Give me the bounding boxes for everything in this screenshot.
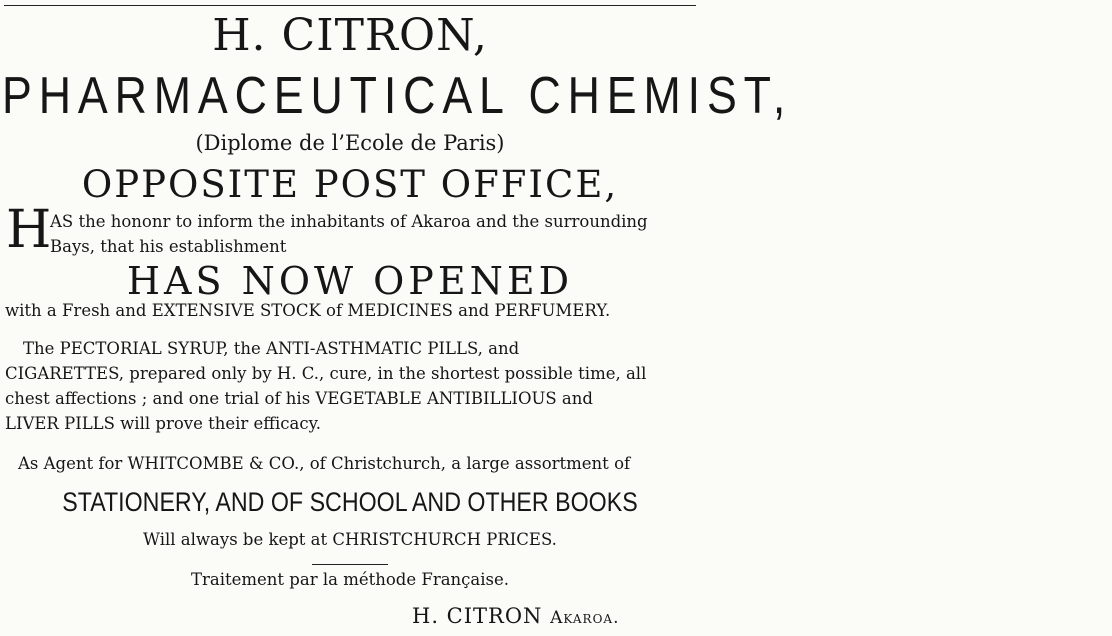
paragraph-line: The PECTORIAL SYRUP, the ANTI-ASTHMATIC PILLS, and bbox=[23, 339, 520, 358]
drop-cap: H bbox=[6, 200, 52, 260]
paragraph-line: CIGARETTES, prepared only by H. C., cure, in the shortest possible time, all bbox=[5, 364, 647, 383]
intro-line-1: AS the hononr to inform the inhabitants of Akaroa and the surrounding bbox=[50, 212, 648, 231]
traitement-line: Traitement par la méthode Française. bbox=[190, 570, 509, 589]
signature-place: Akaroa. bbox=[550, 608, 620, 628]
remedies-paragraph bbox=[5, 336, 693, 436]
opened-heading: HAS NOW OPENED bbox=[126, 259, 574, 303]
stationery-heading: STATIONERY, AND OF SCHOOL AND OTHER BOOKS bbox=[62, 487, 638, 517]
agent-line: As Agent for WHITCOMBE & CO., of Christchurch, a large assortment of bbox=[18, 454, 631, 473]
signature bbox=[412, 606, 1112, 627]
signature-name: H. CITRON bbox=[412, 604, 543, 628]
intro-line-2: Bays, that his establishment bbox=[50, 237, 287, 256]
diploma-line: (Diplome de l’Ecole de Paris) bbox=[195, 131, 505, 155]
location-heading: OPPOSITE POST OFFICE, bbox=[81, 163, 619, 206]
paragraph-line: LIVER PILLS will prove their efficacy. bbox=[5, 414, 321, 433]
short-rule bbox=[312, 564, 388, 565]
name-heading: H. CITRON, bbox=[212, 10, 488, 61]
paragraph-line: chest affections ; and one trial of his VEGETABLE ANTIBILLIOUS and bbox=[5, 389, 593, 408]
prices-line: Will always be kept at CHRISTCHURCH PRICES. bbox=[143, 530, 557, 549]
profession-heading: PHARMACEUTICAL CHEMIST, bbox=[2, 67, 793, 125]
top-rule bbox=[4, 5, 696, 6]
stock-line: with a Fresh and EXTENSIVE STOCK of MEDICINES and PERFUMERY. bbox=[5, 301, 611, 320]
